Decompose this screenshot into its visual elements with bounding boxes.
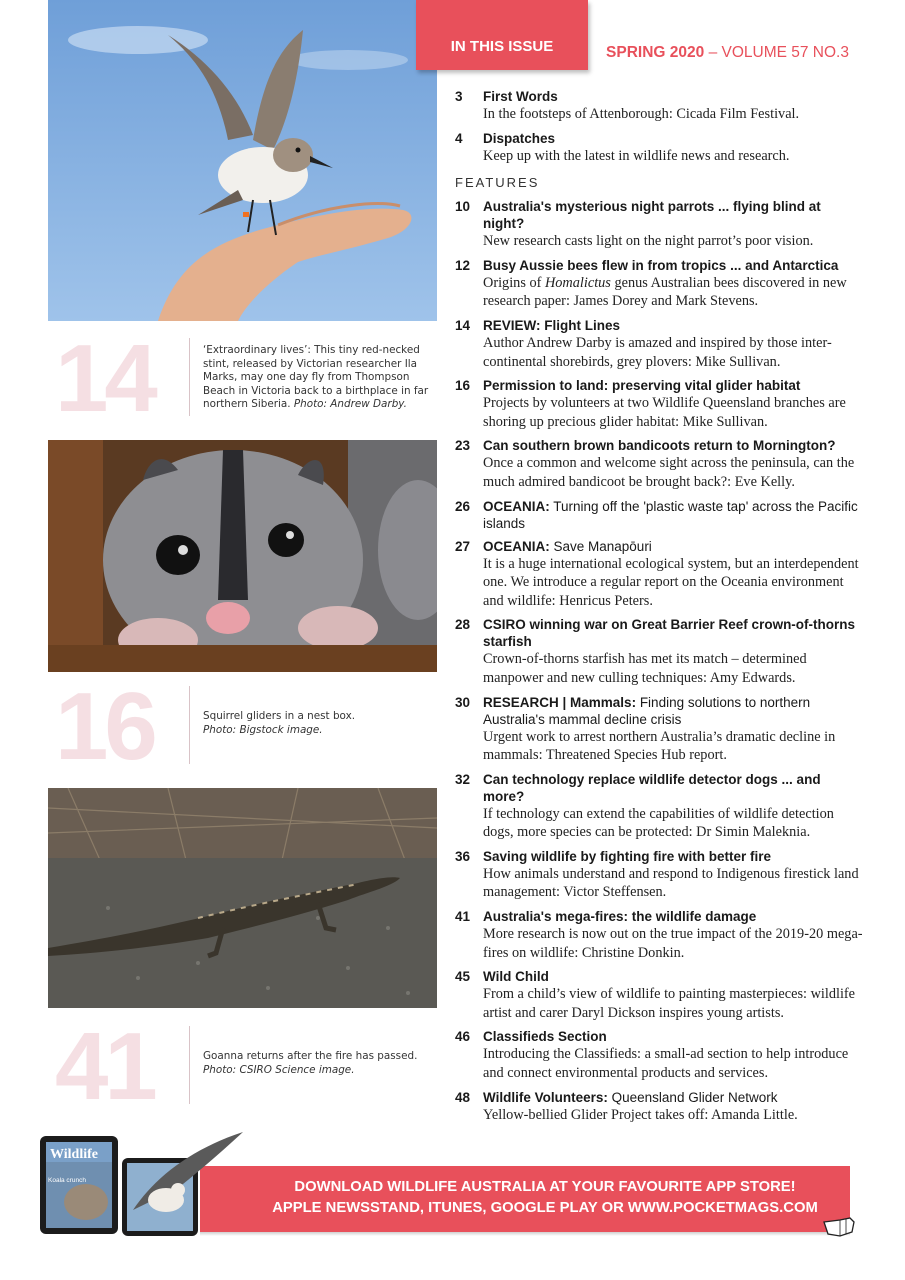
- entry-description: Introducing the Classifieds: a small-ad section to help introduce and connect environmental products and services.: [483, 1046, 849, 1082]
- caption-body: Squirrel gliders in a nest box.: [203, 710, 356, 722]
- entry-description: [483, 274, 865, 311]
- entry-title: Saving wildlife by fighting fire with better fire: [483, 848, 772, 864]
- entry-page: 12: [455, 257, 471, 273]
- contents-entry[interactable]: [455, 694, 865, 765]
- entry-page: 46: [455, 1029, 471, 1045]
- caption-page-number: 14: [55, 325, 154, 432]
- caption-body: Goanna returns after the fire has passed.: [203, 1050, 418, 1062]
- entry-description: From a child’s view of wildlife to painting masterpieces: wildlife artist and carer Daryl Dickson inspires young artists.: [483, 986, 856, 1021]
- entry-page: 28: [455, 617, 471, 633]
- entry-description: Once a common and welcome sight across the peninsula, can the much admired bandicoot be brought back?: Eve Kelly.: [483, 455, 855, 490]
- issue-info: [606, 44, 849, 62]
- banner-shadow: [200, 1232, 850, 1236]
- entry-title: Can technology replace wildlife detector dogs ... and more?: [483, 771, 821, 804]
- entry-title: REVIEW: Flight Lines: [483, 317, 621, 333]
- entry-page: 41: [455, 909, 471, 925]
- entry-prefix: OCEANIA:: [483, 538, 550, 554]
- issue-volume: – VOLUME 57 NO.3: [704, 44, 849, 61]
- caption-block-41: [55, 1013, 435, 1120]
- entry-page: 3: [455, 89, 463, 104]
- contents-entry[interactable]: [455, 908, 865, 962]
- entry-title: First Words: [483, 89, 558, 104]
- contents-entry[interactable]: [455, 968, 865, 1022]
- features-heading: FEATURES: [455, 175, 540, 191]
- caption-text: [203, 1050, 443, 1077]
- entry-title: Permission to land: preserving vital glider habitat: [483, 378, 801, 394]
- app-store-banner[interactable]: [200, 1166, 850, 1232]
- caption-page-number: 41: [55, 1013, 154, 1120]
- entry-description: It is a huge international ecological system, but an interdependent one. We introduce a regular report on the Oceania environment and wildlife: Henricus Peters.: [483, 555, 859, 609]
- entry-title: Busy Aussie bees flew in from tropics ... and Antarctica: [483, 257, 839, 273]
- contents-entry[interactable]: [455, 1089, 865, 1125]
- contents-entry[interactable]: [455, 317, 865, 371]
- contents-entry[interactable]: [455, 498, 865, 532]
- contents-entry[interactable]: [455, 771, 865, 842]
- entry-title: Wild Child: [483, 969, 549, 985]
- entry-page: 10: [455, 199, 471, 215]
- contents-entry[interactable]: [455, 257, 865, 311]
- entry-page: 14: [455, 317, 471, 333]
- entry-title: Save Manapōuri: [549, 538, 652, 554]
- entry-page: 27: [455, 538, 471, 554]
- entry-description: More research is now out on the true impact of the 2019-20 mega-fires on wildlife: Christine Donkin.: [483, 926, 863, 961]
- entry-title: Dispatches: [483, 130, 556, 146]
- squirrel-glider-photo: [48, 440, 437, 672]
- entry-prefix: RESEARCH | Mammals:: [483, 694, 637, 710]
- tablet-logo: Wildlife: [50, 1147, 98, 1162]
- contents-entry[interactable]: [455, 1028, 865, 1082]
- tablet-cover-line: Koala crunch: [48, 1177, 86, 1184]
- caption-page-number: 16: [55, 673, 154, 780]
- banner-line-2: APPLE NEWSSTAND, ITUNES, GOOGLE PLAY OR WWW.POCKETMAGS.COM: [272, 1200, 818, 1216]
- entry-description: Keep up with the latest in wildlife news and research.: [483, 147, 790, 164]
- entry-page: 36: [455, 848, 471, 864]
- contents-entry[interactable]: [455, 377, 865, 431]
- entry-description: If technology can extend the capabilities of wildlife detection dogs, more species can be protected: Dr Simin Maleknia.: [483, 805, 834, 841]
- in-this-issue-tab: IN THIS ISSUE: [416, 0, 588, 70]
- stint-on-hand-photo: [48, 0, 437, 321]
- entry-description: Yellow-bellied Glider Project takes off: Amanda Little.: [483, 1106, 798, 1123]
- caption-divider: [189, 686, 190, 764]
- entry-description: In the footsteps of Attenborough: Cicada Film Festival.: [483, 106, 800, 122]
- caption-block-16: [55, 673, 435, 780]
- contents-entry[interactable]: [455, 616, 865, 687]
- caption-divider: [189, 338, 190, 416]
- caption-text: [203, 710, 443, 737]
- entry-page: 16: [455, 378, 471, 394]
- desc-genus: Homalictus: [544, 274, 611, 291]
- contents-entry[interactable]: [455, 198, 865, 251]
- entry-title: Australia's mysterious night parrots ... flying blind at night?: [483, 199, 821, 232]
- contents-list: [455, 88, 865, 1130]
- caption-credit: Photo: Bigstock image.: [203, 723, 323, 736]
- entry-prefix: Wildlife Volunteers:: [483, 1089, 608, 1105]
- caption-body: ‘Extraordinary lives’: This tiny red-necked stint, released by Victorian researcher Ila Marks, may one day fly from Thompson Beach in Victoria back to a birthplace in far northern Siberia.: [203, 344, 429, 411]
- contents-entry[interactable]: [455, 437, 865, 491]
- entry-page: 4: [455, 130, 463, 146]
- entry-prefix: OCEANIA:: [483, 498, 550, 514]
- entry-description: New research casts light on the night parrot’s poor vision.: [483, 233, 814, 250]
- entry-page: 45: [455, 969, 471, 985]
- entry-title: Classifieds Section: [483, 1029, 607, 1045]
- entry-title: Can southern brown bandicoots return to Mornington?: [483, 438, 836, 454]
- entry-description: Crown-of-thorns starfish has met its match – determined manpower and new culling techniques: Amy Edwards.: [483, 651, 807, 686]
- entry-title: Turning off the 'plastic waste tap' across the Pacific islands: [483, 498, 858, 531]
- entry-title: Australia's mega-fires: the wildlife damage: [483, 909, 757, 925]
- entry-description: Projects by volunteers at two Wildlife Queensland branches are shoring up precious glider habitat: Mike Sullivan.: [483, 395, 846, 430]
- entry-description: Author Andrew Darby is amazed and inspired by those inter-continental shorebirds, grey plovers: Mike Sullivan.: [483, 334, 832, 370]
- caption-credit: Photo: CSIRO Science image.: [203, 1063, 355, 1076]
- goanna-photo: [48, 788, 437, 1008]
- entry-title: CSIRO winning war on Great Barrier Reef crown-of-thorns starfish: [483, 617, 856, 650]
- entry-title: Queensland Glider Network: [607, 1089, 778, 1105]
- entry-page: 48: [455, 1089, 471, 1105]
- caption-credit: Photo: Andrew Darby.: [293, 398, 407, 411]
- contents-entry[interactable]: [455, 88, 865, 124]
- entry-title: Finding solutions to northern Australia's mammal decline crisis: [483, 694, 811, 727]
- issue-season: SPRING 2020: [606, 44, 705, 61]
- desc-part: genus Australian bees discovered in new research paper: James Dorey and Mark Stevens.: [483, 274, 847, 310]
- caption-divider: [189, 1026, 190, 1104]
- entry-page: 32: [455, 771, 471, 787]
- contents-entry[interactable]: [455, 538, 865, 611]
- caption-block-14: [55, 325, 435, 432]
- caption-text: [203, 344, 443, 412]
- tablet-devices-image: [38, 1110, 268, 1240]
- entry-page: 26: [455, 498, 471, 514]
- contents-entry[interactable]: [455, 848, 865, 902]
- pointing-hand-icon: [820, 1210, 860, 1240]
- contents-entry[interactable]: [455, 130, 865, 166]
- entry-page: 30: [455, 694, 471, 710]
- banner-line-1: DOWNLOAD WILDLIFE AUSTRALIA AT YOUR FAVOURITE APP STORE!: [294, 1179, 796, 1195]
- entry-page: 23: [455, 438, 471, 454]
- entry-description: Urgent work to arrest northern Australia’s dramatic decline in mammals: Threatened Species Hub report.: [483, 728, 836, 764]
- entry-description: How animals understand and respond to Indigenous firestick land management: Victor Steffensen.: [483, 865, 859, 901]
- desc-part: Origins of: [483, 274, 545, 291]
